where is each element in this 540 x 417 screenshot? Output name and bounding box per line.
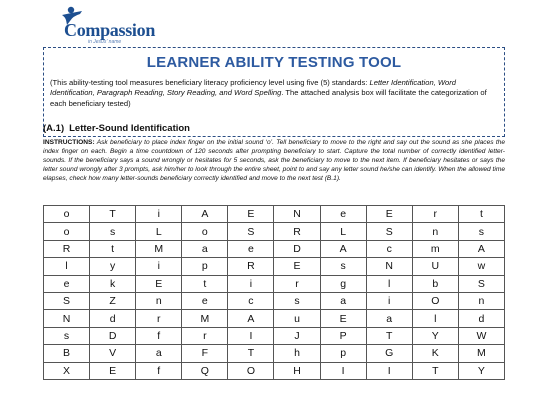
letter-cell: o (182, 223, 228, 240)
letter-cell: R (44, 240, 90, 257)
letter-cell: D (274, 240, 320, 257)
letter-cell: E (90, 362, 136, 379)
letter-cell: E (136, 275, 182, 292)
letter-row (44, 310, 505, 327)
letter-cell: l (44, 258, 90, 275)
letter-cell: t (182, 275, 228, 292)
letter-row (44, 362, 505, 379)
letter-cell: n (136, 292, 182, 309)
letter-cell: E (274, 258, 320, 275)
letter-cell: r (274, 275, 320, 292)
letter-cell: a (366, 310, 412, 327)
letter-cell: M (182, 310, 228, 327)
letter-cell: e (182, 292, 228, 309)
compassion-logo (58, 6, 168, 46)
letter-cell: r (182, 327, 228, 344)
letter-cell: m (412, 240, 458, 257)
letter-cell: e (228, 240, 274, 257)
page-title: LEARNER ABILITY TESTING TOOL (146, 54, 402, 71)
letter-cell: l (412, 310, 458, 327)
letter-cell: R (274, 223, 320, 240)
intro-start: (This ability-testing tool measures beneficiary literacy proficiency level using five (5) standards: (50, 78, 370, 87)
letter-row (44, 258, 505, 275)
letter-cell: J (274, 327, 320, 344)
letter-cell: f (136, 327, 182, 344)
letter-cell: S (44, 292, 90, 309)
letter-row (44, 240, 505, 257)
letter-cell: K (412, 345, 458, 362)
letter-grid-body (44, 206, 505, 380)
letter-cell: B (44, 345, 90, 362)
letter-cell: b (412, 275, 458, 292)
instructions-text: Ask beneficiary to place index finger on the initial sound ‘o’. Tell beneficiary to move to the right and say out the sound as she places the index finger on each. Begin a time countdown of 120 seconds after prompting beneficiary to start. Capture the total number of correctly identified letter-sounds. If the beneficiary says a sound wrongly or hesitates for 5 seconds, ask the beneficiary to move to the next item. If beneficiary hesitates or says the letter sound wrongly after 3 prompts, ask him/her to look through the entire sheet, point to and say any letter sound he/she can identify. When the allowed time elapses, check how many letter-sounds beneficiary correctly identified and move to the next test (B.1). (43, 139, 505, 183)
letter-cell: i (136, 206, 182, 223)
section-code: (A.1) (43, 123, 65, 134)
letter-cell: X (44, 362, 90, 379)
letter-row (44, 275, 505, 292)
letter-cell: a (182, 240, 228, 257)
letter-cell: L (320, 223, 366, 240)
letter-cell: S (366, 223, 412, 240)
letter-grid (43, 205, 505, 380)
letter-cell: f (136, 362, 182, 379)
letter-cell: Z (90, 292, 136, 309)
letter-cell: I (366, 362, 412, 379)
letter-cell: o (44, 206, 90, 223)
letter-cell: T (366, 327, 412, 344)
letter-cell: i (366, 292, 412, 309)
letter-cell: M (458, 345, 504, 362)
letter-cell: n (412, 223, 458, 240)
letter-cell: t (90, 240, 136, 257)
brand-name: Compassion (64, 20, 156, 40)
letter-cell: A (182, 206, 228, 223)
letter-cell: r (412, 206, 458, 223)
letter-cell: I (228, 327, 274, 344)
letter-cell: a (320, 292, 366, 309)
letter-cell: d (90, 310, 136, 327)
letter-cell: i (136, 258, 182, 275)
letter-cell: R (228, 258, 274, 275)
letter-cell: O (412, 292, 458, 309)
letter-cell: k (90, 275, 136, 292)
letter-cell: D (90, 327, 136, 344)
letter-cell: r (136, 310, 182, 327)
letter-cell: a (136, 345, 182, 362)
letter-cell: L (136, 223, 182, 240)
letter-cell: E (228, 206, 274, 223)
letter-cell: g (320, 275, 366, 292)
brand-tagline: in Jesus' name (88, 39, 122, 45)
letter-cell: w (458, 258, 504, 275)
letter-cell: s (44, 327, 90, 344)
instructions-label: INSTRUCTIONS: (43, 139, 95, 146)
instructions (43, 138, 505, 183)
letter-cell: H (274, 362, 320, 379)
letter-cell: E (320, 310, 366, 327)
letter-cell: W (458, 327, 504, 344)
letter-cell: Q (182, 362, 228, 379)
letter-cell: c (228, 292, 274, 309)
section-title: Letter-Sound Identification (69, 123, 190, 134)
letter-cell: V (90, 345, 136, 362)
letter-cell: M (136, 240, 182, 257)
letter-cell: Y (458, 362, 504, 379)
letter-cell: E (366, 206, 412, 223)
letter-cell: h (274, 345, 320, 362)
letter-cell: t (458, 206, 504, 223)
letter-cell: e (320, 206, 366, 223)
letter-cell: s (320, 258, 366, 275)
letter-cell: N (44, 310, 90, 327)
intro-end: . The attached analysis box will facilitate the categorization of each beneficiary tested) (50, 88, 487, 108)
letter-cell: l (366, 275, 412, 292)
letter-cell: s (90, 223, 136, 240)
letter-cell: A (458, 240, 504, 257)
letter-cell: d (458, 310, 504, 327)
letter-cell: o (44, 223, 90, 240)
letter-cell: N (366, 258, 412, 275)
intro-text (50, 78, 498, 109)
letter-cell: F (182, 345, 228, 362)
letter-cell: U (412, 258, 458, 275)
letter-row (44, 327, 505, 344)
letter-cell: A (320, 240, 366, 257)
letter-cell: N (274, 206, 320, 223)
letter-cell: T (228, 345, 274, 362)
letter-cell: p (182, 258, 228, 275)
letter-row (44, 223, 505, 240)
letter-row (44, 292, 505, 309)
letter-cell: I (320, 362, 366, 379)
section-heading (43, 123, 190, 134)
letter-cell: e (44, 275, 90, 292)
letter-cell: S (458, 275, 504, 292)
letter-cell: P (320, 327, 366, 344)
letter-cell: G (366, 345, 412, 362)
letter-cell: u (274, 310, 320, 327)
letter-cell: y (90, 258, 136, 275)
letter-cell: s (274, 292, 320, 309)
letter-row (44, 206, 505, 223)
letter-cell: s (458, 223, 504, 240)
letter-cell: S (228, 223, 274, 240)
letter-cell: i (228, 275, 274, 292)
letter-cell: p (320, 345, 366, 362)
letter-cell: T (90, 206, 136, 223)
letter-cell: A (228, 310, 274, 327)
letter-cell: n (458, 292, 504, 309)
letter-cell: Y (412, 327, 458, 344)
letter-row (44, 345, 505, 362)
letter-cell: T (412, 362, 458, 379)
intro-standards: Letter Identification, Word Identification, Paragraph Reading, Story Reading, and Word Spelling (50, 78, 457, 98)
letter-cell: c (366, 240, 412, 257)
letter-cell: O (228, 362, 274, 379)
